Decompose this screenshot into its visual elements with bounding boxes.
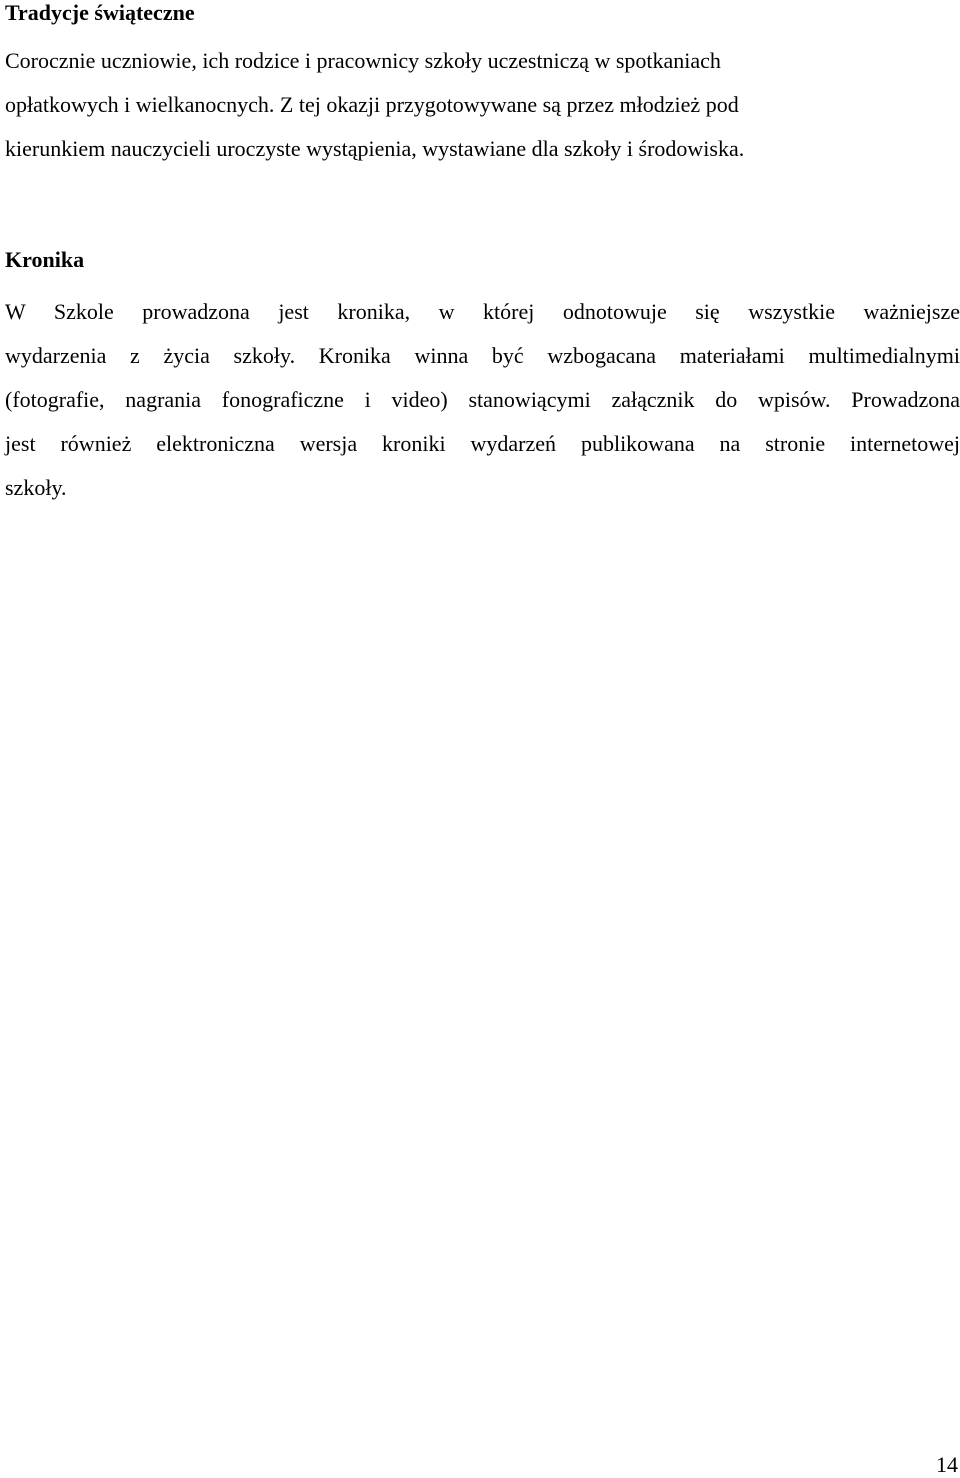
text-line: opłatkowych i wielkanocnych. Z tej okazji przygotowywane są przez młodzież pod (5, 92, 739, 117)
text-line: szkoły. (5, 475, 67, 500)
paragraph-kronika (5, 290, 960, 510)
page-number: 14 (936, 1452, 958, 1477)
text-line: wydarzenia z życia szkoły. Kronika winna być wzbogacana materiałami multimedialnymi (5, 343, 960, 368)
text-line: Corocznie uczniowie, ich rodzice i pracownicy szkoły uczestniczą w spotkaniach (5, 48, 721, 73)
text-line: kierunkiem nauczycieli uroczyste wystąpienia, wystawiane dla szkoły i środowiska. (5, 136, 745, 161)
section-heading-kronika: Kronika (5, 247, 85, 272)
paragraph-tradycje (5, 39, 744, 171)
text-line: W Szkole prowadzona jest kronika, w której odnotowuje się wszystkie ważniejsze (5, 299, 960, 324)
text-line: (fotografie, nagrania fonograficzne i video) stanowiącymi załącznik do wpisów. Prowadzona (5, 387, 960, 412)
text-line: jest również elektroniczna wersja kroniki wydarzeń publikowana na stronie internetowej (5, 431, 960, 456)
section-heading-tradycje: Tradycje świąteczne (5, 0, 195, 25)
